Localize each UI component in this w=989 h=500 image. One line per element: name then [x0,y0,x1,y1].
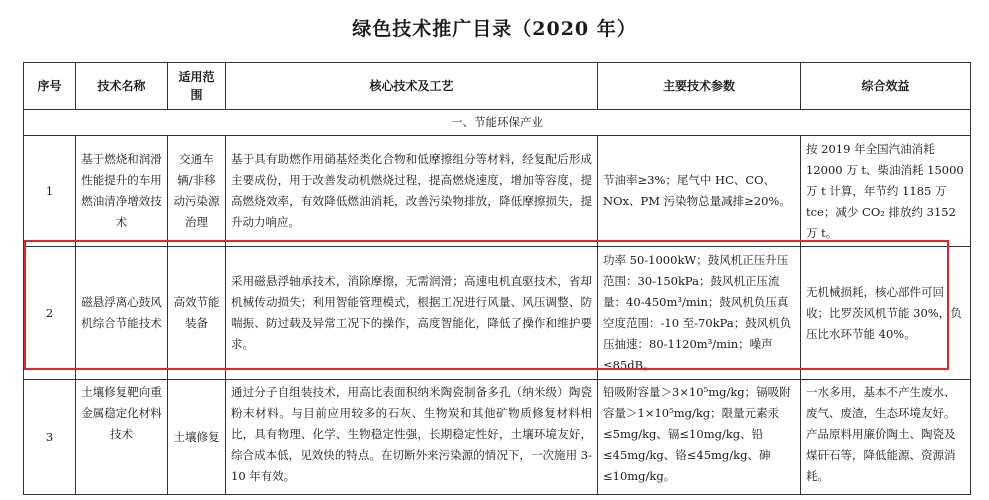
header-benefit: 综合效益 [801,63,971,110]
section-row [24,110,971,136]
cell-scope: 高效节能装备 [168,247,226,380]
cell-scope: 土壤修复 [168,380,226,495]
table-row [24,380,971,495]
cell-seq: 3 [24,380,76,495]
cell-seq: 1 [24,136,76,247]
cell-name: 基于燃烧和润滑性能提升的车用燃油清净增效技术 [76,136,168,247]
cell-benefit: 无机械损耗，核心部件可回收；比罗茨风机节能 30%，负压比水环节能 40%。 [801,247,971,380]
cell-params: 节油率≥3%；尾气中 HC、CO、NOx、PM 污染物总量减排≥20%。 [598,136,801,247]
cell-benefit: 一水多用，基本不产生废水、废气、废渣，生态环境友好。产品原料用廉价陶土、陶瓷及煤矸石等，降低能源、资源消耗。 [801,380,971,495]
cell-core: 通过分子自组装技术，用高比表面积纳米陶瓷制备多孔（纳米级）陶瓷粉末材料。与目前应用较多的石灰、生物炭和其他矿物质修复材料相比，具有物理、化学、生物稳定性强，长期稳定性好，土壤环境友好，综合成本低，见效快的特点。在切断外来污染源的情况下，一次施用 3-10 年有效。 [226,380,598,495]
page-title: 绿色技术推广目录（2020 年） [352,18,637,40]
table-header-row [24,63,971,110]
cell-benefit: 按 2019 年全国汽油消耗 12000 万 t、柴油消耗 15000 万 t 计算，年节约 1185 万 tce；减少 CO₂ 排放约 3152 万 t。 [801,136,971,247]
section-title: 一、节能环保产业 [24,110,971,136]
header-params: 主要技术参数 [598,63,801,110]
table-row [24,247,971,380]
header-name: 技术名称 [76,63,168,110]
cell-seq: 2 [24,247,76,380]
table-row [24,136,971,247]
cell-core: 采用磁悬浮轴承技术，消除摩擦，无需润滑；高速电机直驱技术，省却机械传动损失；利用智能管理模式，根据工况进行风量、风压调整、防喘振、防过载及异常工况下的操作，高度智能化，降低了操作和维护要求。 [226,247,598,380]
cell-core: 基于具有助燃作用硝基烃类化合物和低摩擦组分等材料，经复配后形成主要成份，用于改善发动机燃烧过程，提高燃烧速度，增加等容度，提高燃烧效率，有效降低燃油消耗，改善污染物排放，降低摩擦损失，提升动力响应。 [226,136,598,247]
technology-catalog-table [23,62,971,495]
cell-params: 功率 50-1000kW；鼓风机正压升压范围：30-150kPa；鼓风机正压流量：40-450m³/min；鼓风机负压真空度范围：-10 至-70kPa；鼓风机负压抽速：80-1120m³/min；噪声≤85dB。 [598,247,801,380]
cell-name: 磁悬浮离心鼓风机综合节能技术 [76,247,168,380]
header-core: 核心技术及工艺 [226,63,598,110]
header-seq: 序号 [24,63,76,110]
cell-name: 土壤修复靶向重金属稳定化材料技术 [76,380,168,495]
cell-scope: 交通车辆/非移动污染源治理 [168,136,226,247]
cell-params: 铅吸附容量＞3×10⁵mg/kg；镉吸附容量＞1×10⁵mg/kg；限量元素汞≤5mg/kg、镉≤10mg/kg、铅≤45mg/kg、铬≤45mg/kg、砷≤10mg/kg。 [598,380,801,495]
header-scope: 适用范围 [168,63,226,110]
